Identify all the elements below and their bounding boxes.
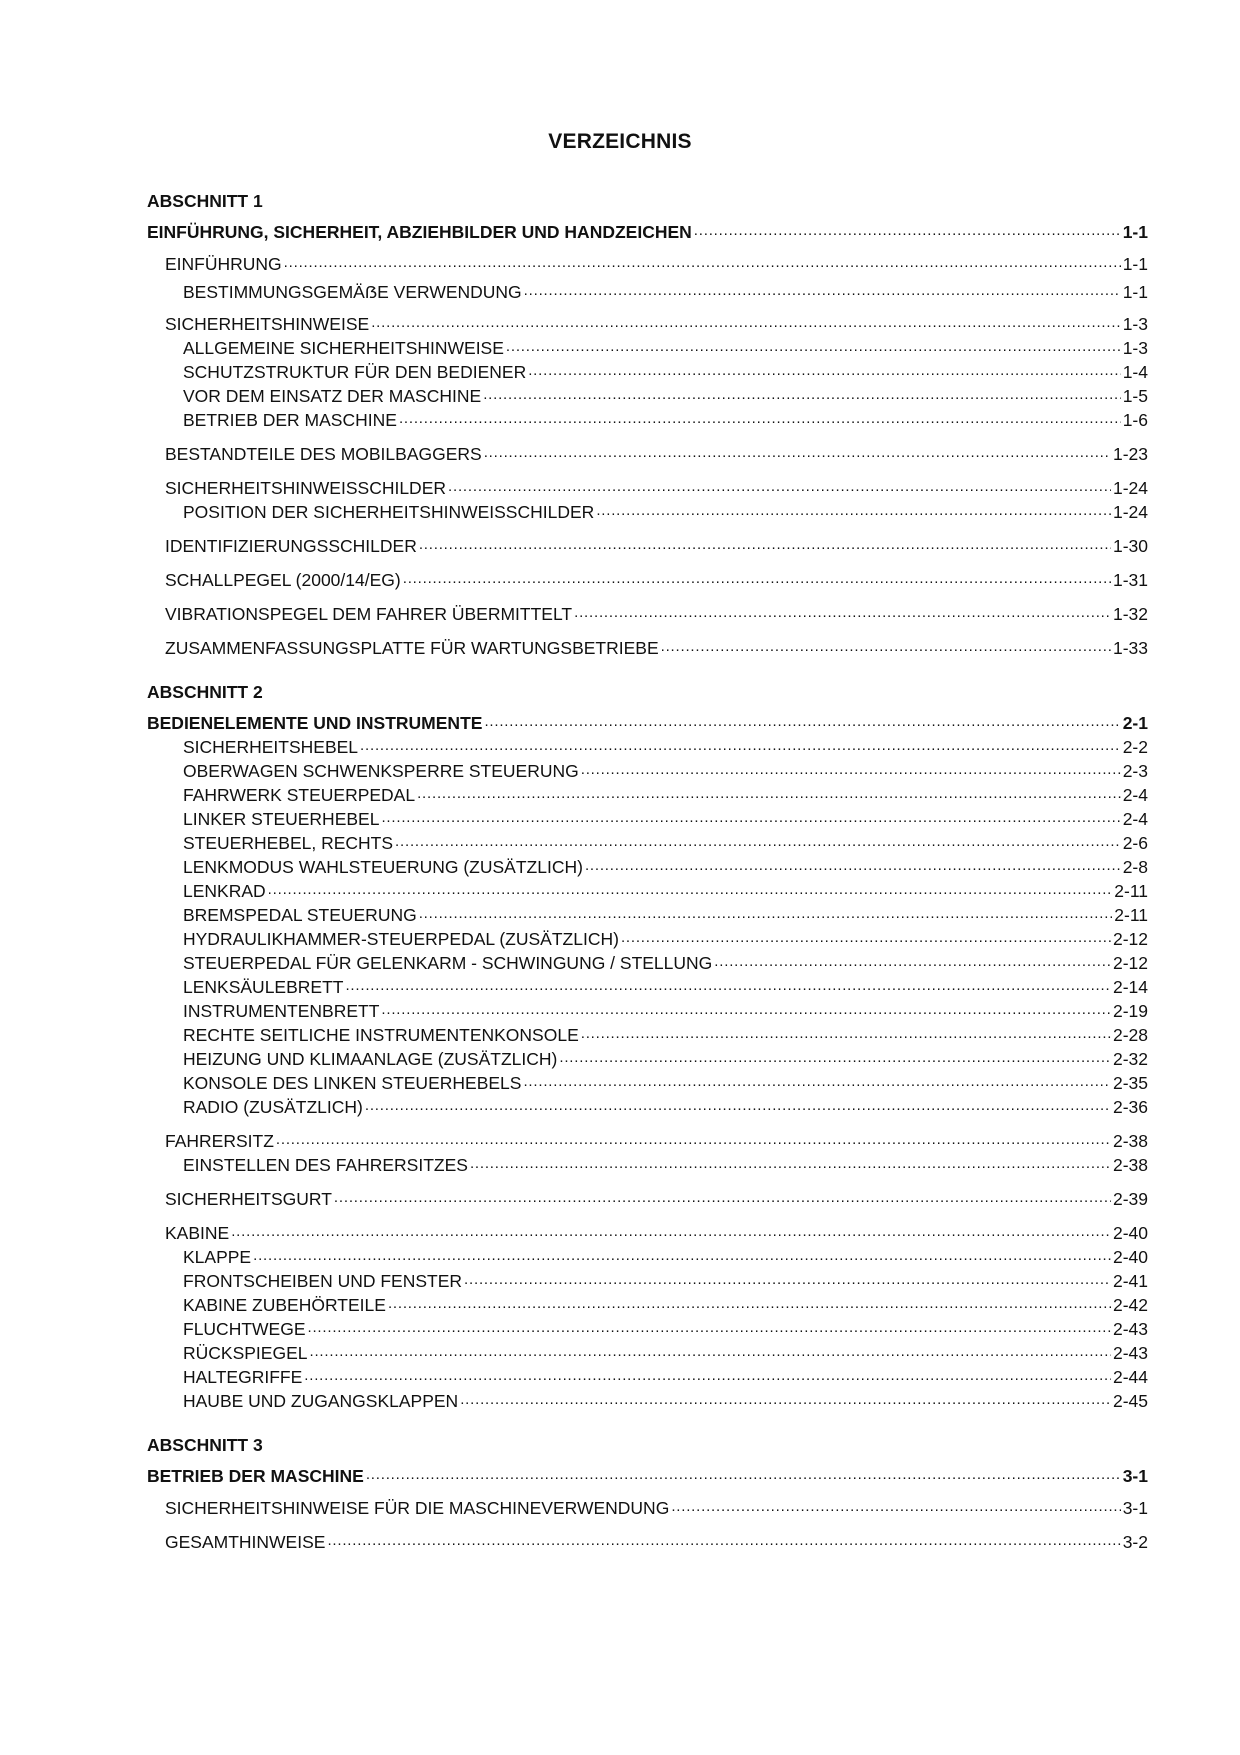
toc-entry[interactable]	[183, 1366, 1148, 1388]
toc-entry[interactable]	[183, 1390, 1148, 1412]
toc-entry[interactable]	[183, 361, 1148, 383]
toc-entry-label: SCHUTZSTRUKTUR FÜR DEN BEDIENER	[183, 362, 527, 382]
toc-entry-label: FAHRERSITZ	[165, 1131, 274, 1151]
toc-entry-page: 3-1	[1122, 1498, 1148, 1518]
toc-entry-label: BREMSPEDAL STEUERUNG	[183, 905, 417, 925]
dot-leader	[506, 340, 1121, 354]
toc-entry-label: VOR DEM EINSATZ DER MASCHINE	[183, 386, 482, 406]
toc-entry-page: 2-40	[1112, 1247, 1148, 1267]
toc-entry-page: 2-45	[1112, 1391, 1148, 1411]
toc-entry-label: LENKMODUS WAHLSTEUERUNG (ZUSÄTZLICH)	[183, 857, 583, 877]
toc-entry-label: EINSTELLEN DES FAHRERSITZES	[183, 1155, 468, 1175]
dot-leader	[327, 1534, 1120, 1548]
toc-entry-page: 2-42	[1112, 1295, 1148, 1315]
dot-leader	[470, 1157, 1111, 1171]
dot-leader	[585, 859, 1121, 873]
toc-entry[interactable]	[165, 1222, 1148, 1244]
toc-entry-page: 1-31	[1112, 570, 1148, 590]
dot-leader	[581, 1027, 1111, 1041]
section-heading: ABSCHNITT 3	[147, 1435, 263, 1455]
toc-entry-label: KABINE ZUBEHÖRTEILE	[183, 1295, 386, 1315]
toc-entry-page: 2-38	[1112, 1131, 1148, 1151]
toc-entry-page: 2-8	[1122, 857, 1148, 877]
toc-entry[interactable]	[183, 736, 1148, 758]
toc-entry-label: ZUSAMMENFASSUNGSPLATTE FÜR WARTUNGSBETRIEBE	[165, 638, 659, 658]
dot-leader	[388, 1297, 1111, 1311]
dot-leader	[366, 1468, 1121, 1482]
toc-entry[interactable]	[165, 443, 1148, 465]
toc-entry-label: KABINE	[165, 1223, 230, 1243]
section-heading: ABSCHNITT 1	[147, 191, 263, 211]
toc-entry-label: OBERWAGEN SCHWENKSPERRE STEUERUNG	[183, 761, 579, 781]
toc-entry-label: SICHERHEITSHEBEL	[183, 737, 359, 757]
toc-entry-page: 2-32	[1112, 1049, 1148, 1069]
dot-leader	[661, 640, 1111, 654]
dot-leader	[528, 364, 1120, 378]
dot-leader	[309, 1345, 1110, 1359]
toc-entry[interactable]	[183, 1048, 1148, 1070]
toc-entry[interactable]	[183, 281, 1148, 303]
dot-leader	[419, 538, 1111, 552]
toc-entry-label: IDENTIFIZIERUNGSSCHILDER	[165, 536, 417, 556]
dot-leader	[621, 931, 1111, 945]
toc-entry-page: 1-24	[1112, 502, 1148, 522]
dot-leader	[268, 883, 1113, 897]
dot-leader	[308, 1321, 1111, 1335]
toc-entry-label: SCHALLPEGEL (2000/14/EG)	[165, 570, 401, 590]
toc-entry-page: 2-36	[1112, 1097, 1148, 1117]
toc-entry-label: RADIO (ZUSÄTZLICH)	[183, 1097, 363, 1117]
toc-entry-label: INSTRUMENTENBRETT	[183, 1001, 380, 1021]
toc-entry[interactable]	[183, 880, 1148, 902]
toc-entry-label: BETRIEB DER MASCHINE	[147, 1466, 364, 1486]
toc-entry[interactable]	[165, 535, 1148, 557]
toc-entry-page: 2-11	[1114, 905, 1148, 925]
toc-entry-page: 1-1	[1122, 254, 1148, 274]
toc-entry-label: RECHTE SEITLICHE INSTRUMENTENKONSOLE	[183, 1025, 579, 1045]
toc-entry[interactable]	[165, 313, 1148, 335]
toc-entry-page: 1-23	[1112, 444, 1148, 464]
toc-entry[interactable]	[183, 928, 1148, 950]
toc-entry[interactable]	[183, 976, 1148, 998]
toc-entry-page: 2-39	[1112, 1189, 1148, 1209]
dot-leader	[483, 388, 1121, 402]
toc-entry-page: 2-43	[1112, 1319, 1148, 1339]
toc-entry-label: BESTIMMUNGSGEMÄẞE VERWENDUNG	[183, 282, 522, 302]
dot-leader	[694, 224, 1121, 238]
toc-entry[interactable]	[165, 603, 1148, 625]
toc-entry[interactable]	[165, 569, 1148, 591]
dot-leader	[403, 572, 1111, 586]
toc-entry[interactable]	[165, 253, 1148, 275]
dot-leader	[284, 256, 1121, 270]
toc-entry-page: 1-1	[1122, 282, 1148, 302]
toc-entry-label: EINFÜHRUNG, SICHERHEIT, ABZIEHBILDER UND HANDZEICHEN	[147, 222, 692, 242]
toc-entry-page: 2-41	[1112, 1271, 1148, 1291]
dot-leader	[365, 1099, 1111, 1113]
dot-leader	[464, 1273, 1111, 1287]
toc-entry[interactable]	[183, 904, 1148, 926]
toc-entry[interactable]	[183, 832, 1148, 854]
toc-entry[interactable]	[165, 1130, 1148, 1152]
toc-entry-page: 1-6	[1122, 410, 1148, 430]
dot-leader	[419, 907, 1113, 921]
toc-entry[interactable]	[183, 1072, 1148, 1094]
toc-entry-page: 2-35	[1112, 1073, 1148, 1093]
toc-entry-page: 3-1	[1122, 1466, 1148, 1486]
toc-entry[interactable]	[183, 784, 1148, 806]
toc-chapter-entry[interactable]	[147, 221, 1148, 243]
toc-entry[interactable]	[165, 1531, 1148, 1553]
toc-entry-label: GESAMTHINWEISE	[165, 1532, 326, 1552]
toc-entry[interactable]	[183, 501, 1148, 523]
dot-leader	[596, 504, 1111, 518]
toc-chapter-entry[interactable]	[147, 1465, 1148, 1487]
toc-entry-label: POSITION DER SICHERHEITSHINWEISSCHILDER	[183, 502, 595, 522]
toc-entry-label: ALLGEMEINE SICHERHEITSHINWEISE	[183, 338, 504, 358]
toc-entry-label: HEIZUNG UND KLIMAANLAGE (ZUSÄTZLICH)	[183, 1049, 558, 1069]
toc-entry-page: 1-1	[1122, 222, 1148, 242]
dot-leader	[523, 1075, 1111, 1089]
toc-entry-page: 2-4	[1122, 809, 1148, 829]
toc-chapter-entry[interactable]	[147, 712, 1148, 734]
toc-entry-page: 2-11	[1114, 881, 1148, 901]
dot-leader	[460, 1393, 1111, 1407]
section-heading: ABSCHNITT 2	[147, 682, 263, 702]
toc-entry[interactable]	[165, 637, 1148, 659]
toc-entry-label: BESTANDTEILE DES MOBILBAGGERS	[165, 444, 482, 464]
dot-leader	[671, 1500, 1120, 1514]
toc-entry-page: 2-3	[1122, 761, 1148, 781]
toc-entry-label: VIBRATIONSPEGEL DEM FAHRER ÜBERMITTELT	[165, 604, 573, 624]
dot-leader	[334, 1191, 1111, 1205]
toc-entry-page: 1-33	[1112, 638, 1148, 658]
toc-entry[interactable]	[183, 808, 1148, 830]
toc-entry[interactable]	[183, 385, 1148, 407]
toc-entry-label: SICHERHEITSHINWEISE FÜR DIE MASCHINEVERWENDUNG	[165, 1498, 670, 1518]
dot-leader	[345, 979, 1111, 993]
toc-entry-page: 2-12	[1112, 929, 1148, 949]
dot-leader	[381, 811, 1120, 825]
toc-entry[interactable]	[183, 1318, 1148, 1340]
toc-entry-label: LINKER STEUERHEBEL	[183, 809, 380, 829]
toc-entry-page: 1-24	[1112, 478, 1148, 498]
toc-entry-label: SICHERHEITSHINWEISSCHILDER	[165, 478, 447, 498]
toc-entry-page: 1-5	[1122, 386, 1148, 406]
toc-entry[interactable]	[165, 477, 1148, 499]
toc-entry-page: 1-32	[1112, 604, 1148, 624]
toc-entry[interactable]	[183, 760, 1148, 782]
toc-entry-page: 1-3	[1122, 338, 1148, 358]
toc-entry[interactable]	[183, 1294, 1148, 1316]
dot-leader	[276, 1133, 1111, 1147]
toc-entry[interactable]	[165, 1188, 1148, 1210]
toc-entry[interactable]	[183, 409, 1148, 431]
toc-entry-page: 2-43	[1112, 1343, 1148, 1363]
toc-entry-label: HALTEGRIFFE	[183, 1367, 303, 1387]
toc-entry-label: HYDRAULIKHAMMER-STEUERPEDAL (ZUSÄTZLICH)	[183, 929, 619, 949]
toc-entry-label: KONSOLE DES LINKEN STEUERHEBELS	[183, 1073, 522, 1093]
toc-entry-page: 2-1	[1122, 713, 1148, 733]
toc-entry-page: 2-38	[1112, 1155, 1148, 1175]
toc-entry[interactable]	[183, 1000, 1148, 1022]
toc-entry-label: LENKRAD	[183, 881, 266, 901]
toc-entry-page: 2-28	[1112, 1025, 1148, 1045]
toc-entry-page: 1-3	[1122, 314, 1148, 334]
toc-entry-page: 2-12	[1112, 953, 1148, 973]
toc-entry[interactable]	[183, 1270, 1148, 1292]
toc-entry-label: KLAPPE	[183, 1247, 252, 1267]
dot-leader	[448, 480, 1111, 494]
toc-entry-label: BEDIENELEMENTE UND INSTRUMENTE	[147, 713, 483, 733]
toc-entry-page: 2-4	[1122, 785, 1148, 805]
toc-entry-page: 1-4	[1122, 362, 1148, 382]
toc-entry-label: HAUBE UND ZUGANGSKLAPPEN	[183, 1391, 459, 1411]
toc-entry-page: 2-40	[1112, 1223, 1148, 1243]
toc-entry-label: SICHERHEITSGURT	[165, 1189, 332, 1209]
toc-entry-page: 3-2	[1122, 1532, 1148, 1552]
dot-leader	[395, 835, 1121, 849]
dot-leader	[399, 412, 1121, 426]
toc-entry[interactable]	[183, 1154, 1148, 1176]
toc-entry-label: BETRIEB DER MASCHINE	[183, 410, 397, 430]
toc-entry-label: SICHERHEITSHINWEISE	[165, 314, 370, 334]
toc-entry-label: FAHRWERK STEUERPEDAL	[183, 785, 416, 805]
toc-entry-page: 1-30	[1112, 536, 1148, 556]
dot-leader	[581, 763, 1121, 777]
toc-entry-label: RÜCKSPIEGEL	[183, 1343, 308, 1363]
toc-entry[interactable]	[183, 1342, 1148, 1364]
dot-leader	[574, 606, 1111, 620]
dot-leader	[524, 284, 1121, 298]
toc-entry-label: EINFÜHRUNG	[165, 254, 282, 274]
toc-entry[interactable]	[183, 1024, 1148, 1046]
dot-leader	[417, 787, 1121, 801]
toc-entry[interactable]	[183, 952, 1148, 974]
toc-entry[interactable]	[183, 1246, 1148, 1268]
dot-leader	[484, 446, 1111, 460]
dot-leader	[371, 316, 1121, 330]
toc-entry-page: 2-19	[1112, 1001, 1148, 1021]
toc-entry-label: LENKSÄULEBRETT	[183, 977, 344, 997]
toc-entry-page: 2-6	[1122, 833, 1148, 853]
page-title: VERZEICHNIS	[548, 130, 692, 153]
dot-leader	[360, 739, 1121, 753]
dot-leader	[484, 715, 1120, 729]
dot-leader	[714, 955, 1111, 969]
dot-leader	[231, 1225, 1111, 1239]
toc-entry-label: STEUERPEDAL FÜR GELENKARM - SCHWINGUNG / STELLUNG	[183, 953, 713, 973]
toc-entry-page: 2-14	[1112, 977, 1148, 997]
toc-entry-label: FRONTSCHEIBEN UND FENSTER	[183, 1271, 463, 1291]
dot-leader	[559, 1051, 1111, 1065]
toc-entry-label: STEUERHEBEL, RECHTS	[183, 833, 394, 853]
toc-entry-label: FLUCHTWEGE	[183, 1319, 306, 1339]
toc-entry[interactable]	[183, 856, 1148, 878]
dot-leader	[253, 1249, 1111, 1263]
toc-entry[interactable]	[183, 337, 1148, 359]
dot-leader	[381, 1003, 1111, 1017]
toc-entry[interactable]	[165, 1497, 1148, 1519]
dot-leader	[304, 1369, 1111, 1383]
toc-entry[interactable]	[183, 1096, 1148, 1118]
toc-entry-page: 2-44	[1112, 1367, 1148, 1387]
toc-entry-page: 2-2	[1122, 737, 1148, 757]
